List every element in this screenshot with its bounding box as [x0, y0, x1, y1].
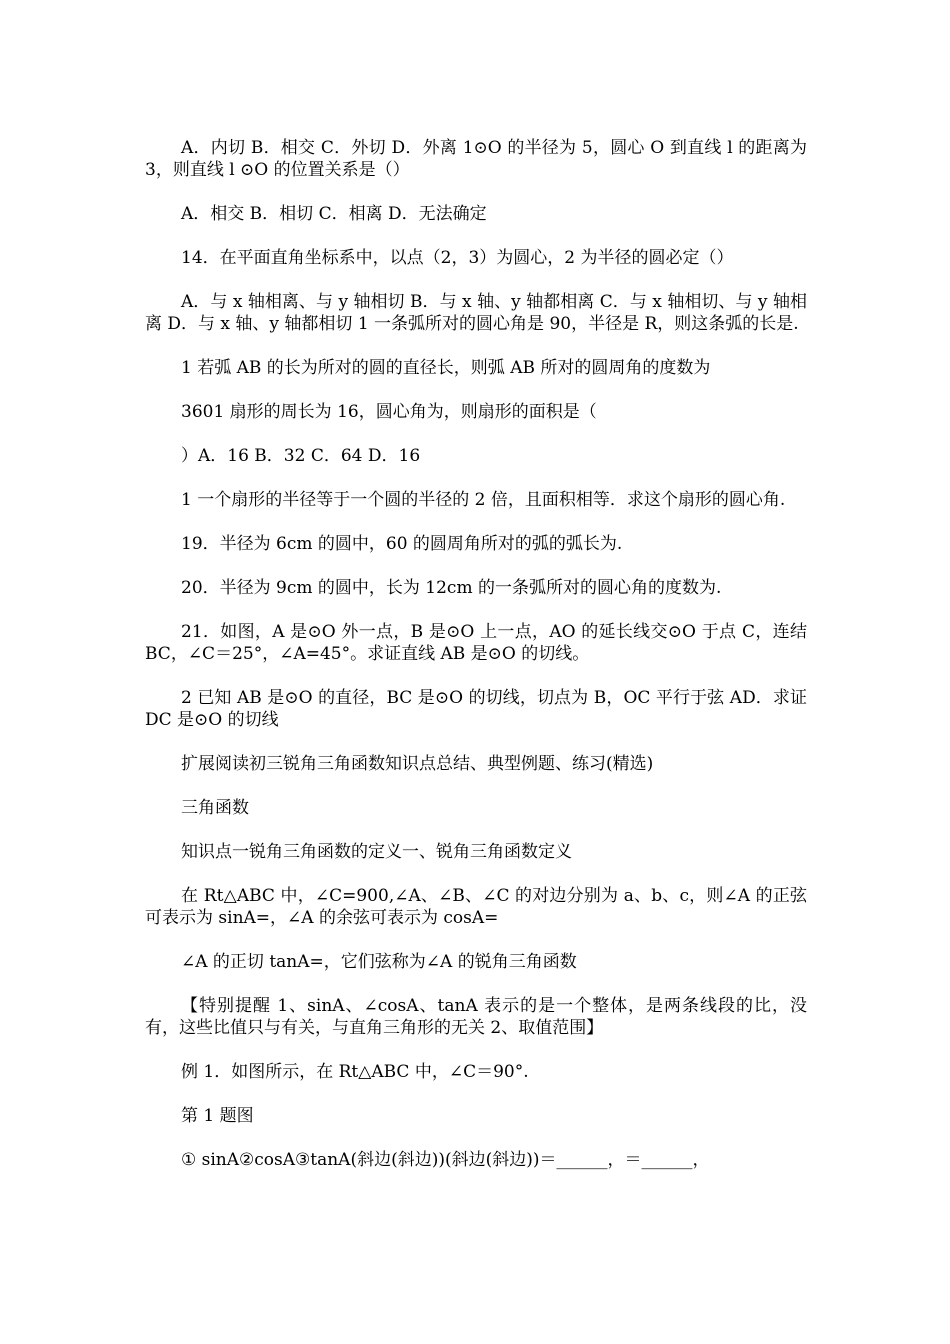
paragraph: ∠A 的正切 tanA=，它们弦称为∠A 的锐角三角函数 — [181, 952, 577, 972]
section-heading: 扩展阅读初三锐角三角函数知识点总结、典型例题、练习(精选) — [181, 754, 654, 774]
paragraph: 例 1．如图所示，在 Rt△ABC 中，∠C＝90°. — [181, 1062, 529, 1082]
paragraph: 20．半径为 9cm 的圆中，长为 12cm 的一条弧所对的圆心角的度数为. — [181, 578, 722, 598]
paragraph: 14．在平面直角坐标系中，以点（2，3）为圆心，2 为半径的圆必定（） — [181, 248, 734, 268]
section-heading: 知识点一锐角三角函数的定义一、锐角三角函数定义 — [181, 842, 572, 862]
document-body — [145, 137, 807, 1193]
paragraph: 21．如图，A 是⊙O 外一点，B 是⊙O 上一点，AO 的延长线交⊙O 于点 C，连结 BC，∠C＝25°，∠A=45°。求证直线 AB 是⊙O 的切线。 — [145, 622, 807, 664]
paragraph: A．相交 B．相切 C．相离 D．无法确定 — [181, 204, 487, 224]
paragraph: 【特别提醒 1、sinA、∠cosA、tanA 表示的是一个整体，是两条线段的比，没有，这些比值只与有关，与直角三角形的无关 2、取值范围】 — [145, 996, 807, 1038]
paragraph: A．内切 B．相交 C．外切 D．外离 1⊙O 的半径为 5，圆心 O 到直线 l 的距离为 3，则直线 l ⊙O 的位置关系是（） — [145, 138, 807, 180]
figure-caption: 第 1 题图 — [181, 1106, 254, 1126]
paragraph: 1 若弧 AB 的长为所对的圆的直径长，则弧 AB 所对的圆周角的度数为 — [181, 358, 711, 378]
paragraph: 19．半径为 6cm 的圆中，60 的圆周角所对的弧的弧长为. — [181, 534, 623, 554]
paragraph: 在 Rt△ABC 中，∠C=900,∠A、∠B、∠C 的对边分别为 a、b、c，则∠A 的正弦可表示为 sinA=，∠A 的余弦可表示为 cosA= — [145, 886, 807, 928]
section-heading: 三角函数 — [181, 798, 249, 818]
paragraph: ① sinA②cosA③tanA(斜边(斜边))(斜边(斜边))＝______，＝______， — [181, 1150, 710, 1170]
paragraph: ）A．16 B．32 C．64 D．16 — [181, 446, 421, 466]
paragraph: 3601 扇形的周长为 16，圆心角为，则扇形的面积是（ — [181, 402, 597, 422]
paragraph: 1 一个扇形的半径等于一个圆的半径的 2 倍，且面积相等．求这个扇形的圆心角. — [181, 490, 786, 510]
paragraph: A．与 x 轴相离、与 y 轴相切 B．与 x 轴、y 轴都相离 C．与 x 轴相切、与 y 轴相离 D．与 x 轴、y 轴都相切 1 一条弧所对的圆心角是 90，半径是 R，则这条弧的长是. — [145, 292, 807, 334]
paragraph: 2 已知 AB 是⊙O 的直径，BC 是⊙O 的切线，切点为 B，OC 平行于弦 AD．求证 DC 是⊙O 的切线 — [145, 688, 807, 730]
